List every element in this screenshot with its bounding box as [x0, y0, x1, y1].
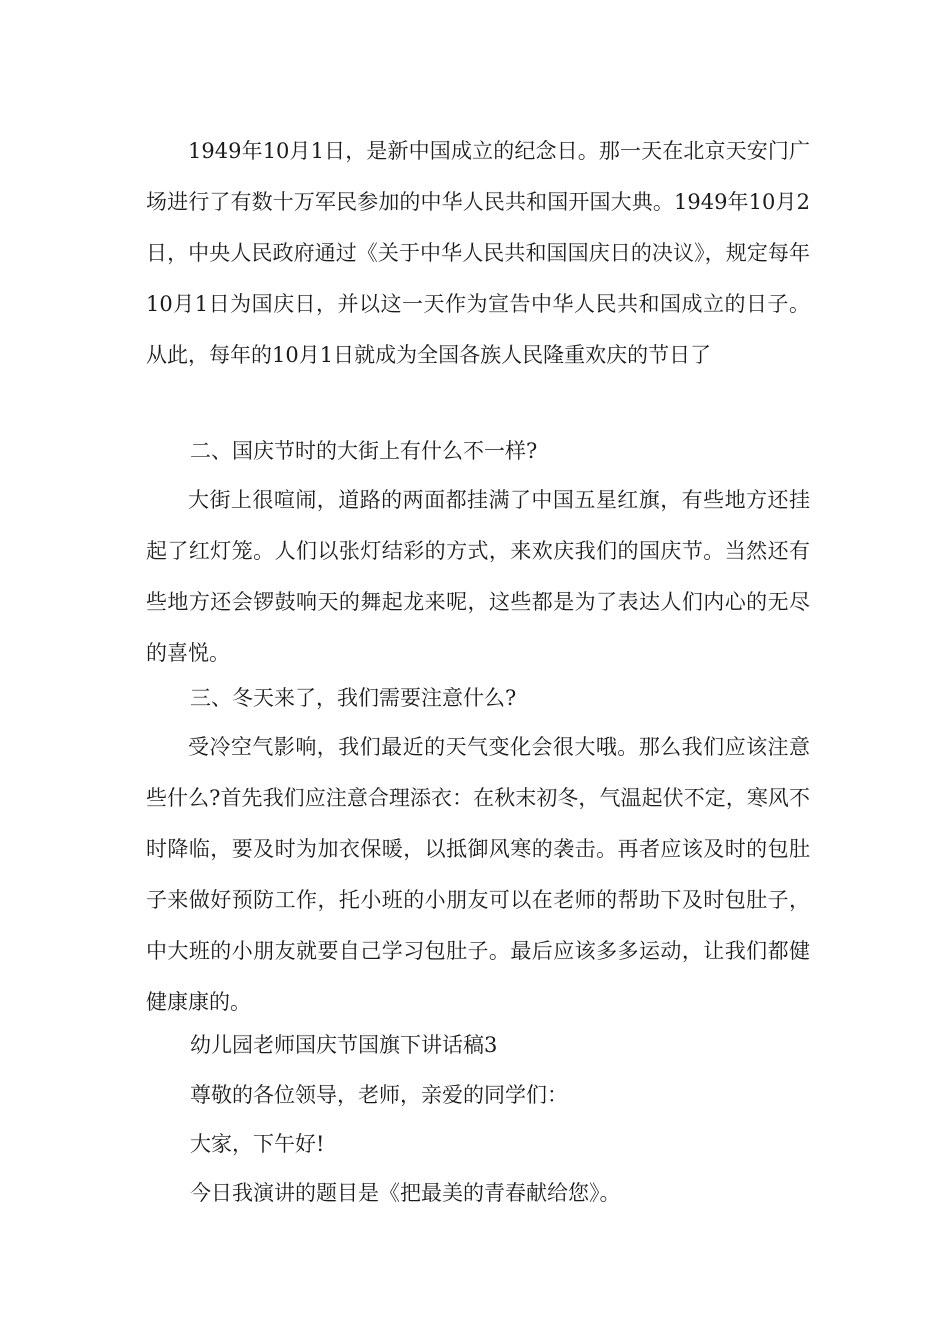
heading-street-question: 二、国庆节时的大街上有什么不一样?: [190, 439, 538, 463]
paragraph-winter-advice: 受冷空气影响，我们最近的天气变化会很大哦。那么我们应该注意些什么?首先我们应注意合理添衣：在秋末初冬，气温起伏不定，寒风不时降临，要及时为加衣保暖，以抵御风寒的袭击。再者应该及时的包肚子来做好预防工作，托小班的小朋友可以在老师的帮助下及时包肚子，中大班的小朋友就要自己学习包肚子。最后应该多多运动，让我们都健健康康的。: [146, 735, 810, 1014]
paragraph-national-day-history: 1949年10月1日，是新中国成立的纪念日。那一天在北京天安门广场进行了有数十万军民参加的中华人民共和国开国大典。1949年10月2日，中央人民政府通过《关于中华人民共和国国庆日的决议》，规定每年10月1日为国庆日，并以这一天作为宣告中华人民共和国成立的日子。从此，每年的10月1日就成为全国各族人民隆重欢庆的节日了: [146, 139, 810, 367]
speech-title: 幼儿园老师国庆节国旗下讲话稿3: [190, 1033, 498, 1057]
speech-topic: 今日我演讲的题目是《把最美的青春献给您》。: [190, 1181, 621, 1205]
heading-winter-question: 三、冬天来了，我们需要注意什么?: [190, 686, 517, 710]
speech-greeting-audience: 尊敬的各位领导，老师，亲爱的同学们：: [190, 1083, 568, 1107]
paragraph-street-description: 大街上很喧闹，道路的两面都挂满了中国五星红旗，有些地方还挂起了红灯笼。人们以张灯结彩的方式，来欢庆我们的国庆节。当然还有些地方还会锣鼓响天的舞起龙来呢，这些都是为了表达人们内心的无尽的喜悦。: [146, 488, 810, 665]
speech-greeting-afternoon: 大家，下午好!: [190, 1132, 325, 1156]
